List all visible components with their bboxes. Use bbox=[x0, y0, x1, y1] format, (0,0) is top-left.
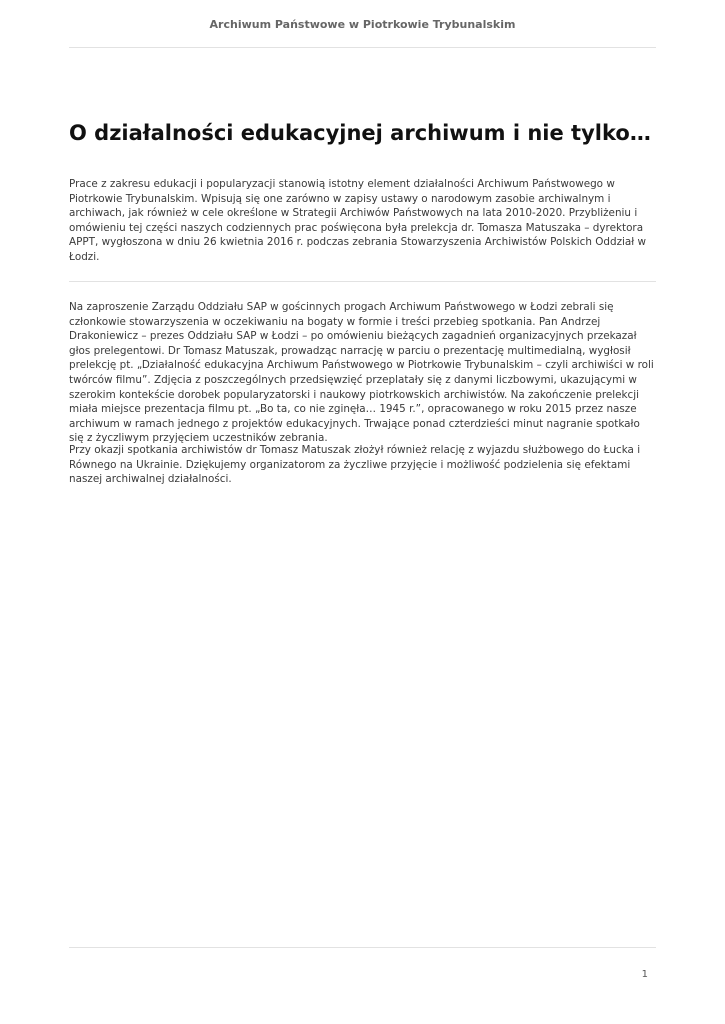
footer-divider bbox=[69, 947, 656, 948]
lead-divider bbox=[69, 281, 656, 282]
article-lead: Prace z zakresu edukacji i popularyzacji stanowią istotny element działalności Archiwum Państwowego w Piotrkowie Trybunalskim. Wpisują się one zarówno w zapisy ustawy o narodowym zasobie archiwalnym i archiwach, jak również w cele określone w Strategii Archiwów Państwowych na lata 2010-2020. Przybliżeniu i omówieniu tej części naszych codziennych prac poświęcona była prelekcja dr. Tomasza Matuszaka – dyrektora APPT, wygłoszona w dniu 26 kwietnia 2016 r. podczas zebrania Stowarzyszenia Archiwistów Polskich Oddział w Łodzi. bbox=[69, 178, 647, 263]
document-header: Archiwum Państwowe w Piotrkowie Trybunalskim bbox=[209, 18, 516, 31]
header-divider bbox=[69, 47, 656, 48]
article-paragraph-1: Na zaproszenie Zarządu Oddziału SAP w gościnnych progach Archiwum Państwowego w Łodzi zebrali się członkowie stowarzyszenia w oczekiwaniu na bogaty w formie i treści przebieg spotkania. Pan Andrzej Drakoniewicz – prezes Oddziału SAP w Łodzi – po omówieniu bieżących zagadnień organizacyjnych przekazał głos prelegentowi. Dr Tomasz Matuszak, prowadząc narrację w parciu o prezentację multimedialną, wygłosił prelekcję pt. „Działalność edukacyjna Archiwum Państwowego w Piotrkowie Trybunalskim – czyli archiwiści w roli twórców filmu”. Zdjęcia z poszczególnych przedsięwzięć przeplatały się z danymi liczbowymi, ukazującymi w szerokim kontekście dorobek popularyzatorski i naukowy piotrkowskich archiwistów. Na zakończenie prelekcji miała miejsce prezentacja filmu pt. „Bo ta, co nie zginęła… 1945 r.”, opracowanego w roku 2015 przez nasze archiwum w ramach jednego z projektów edukacyjnych. Trwające ponad czterdzieści minut nagranie spotkało się z życzliwym przyjęciem uczestników zebrania. bbox=[69, 301, 654, 445]
article-title: O działalności edukacyjnej archiwum i nie tylko… bbox=[69, 121, 651, 145]
page-number: 1 bbox=[641, 969, 648, 980]
article-paragraph-2: Przy okazji spotkania archiwistów dr Tomasz Matuszak złożył również relację z wyjazdu służbowego do Łucka i Równego na Ukrainie. Dziękujemy organizatorom za życzliwe przyjęcie i możliwość podzielenia się efektami naszej archiwalnej działalności. bbox=[69, 444, 641, 486]
